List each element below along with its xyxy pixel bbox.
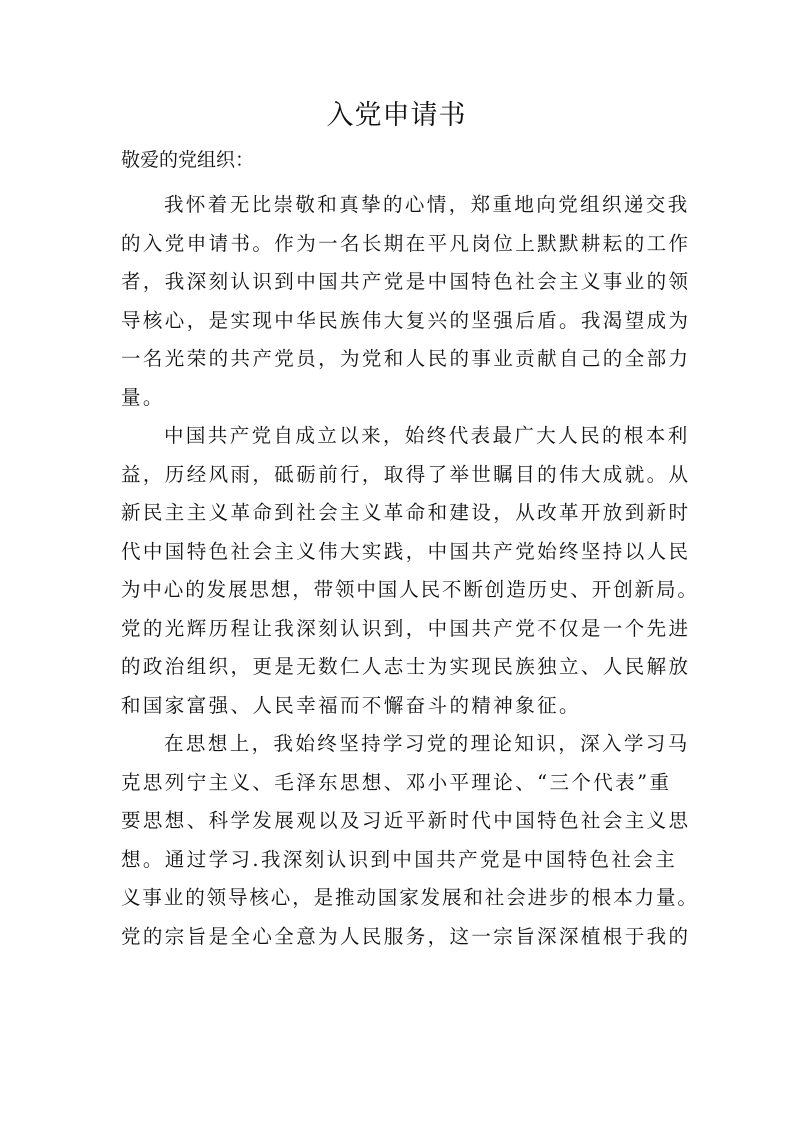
- paragraph-2-line-8: 和国家富强、人民幸福而不懈奋斗的精神象征。: [121, 693, 581, 717]
- paragraph-1-line-5: 一名光荣的共产党员，为党和人民的事业贡献自己的全部力: [121, 347, 691, 370]
- paragraph-2-line-2: 益，历经风雨，砥砺前行，取得了举世瞩目的伟大成就。从: [121, 462, 691, 486]
- body-text: [121, 186, 699, 956]
- paragraph-3-line-3: 要思想、科学发展观以及习近平新时代中国特色社会主义思: [121, 809, 691, 832]
- paragraph-3-line-4: 想。通过学习.我深刻认识到中国共产党是中国特色社会主: [121, 847, 678, 871]
- paragraph-2-line-5: 为中心的发展思想，带领中国人民不断创造历史、开创新局。: [121, 578, 699, 601]
- paragraph-1-line-3: 者，我深刻认识到中国共产党是中国特色社会主义事业的领: [121, 270, 691, 293]
- paragraph-1-line-2: 的入党申请书。作为一名长期在平凡岗位上默默耕耘的工作: [121, 231, 691, 255]
- paragraph-3-line-5: 义事业的领导核心，是推动国家发展和社会进步的根本力量。: [121, 886, 699, 909]
- paragraph-3-line-1: 在思想上，我始终坚持学习党的理论知识，深入学习马: [164, 732, 690, 755]
- paragraph-2-line-6: 党的光辉历程让我深刻认识到，中国共产党不仅是一个先进: [121, 616, 691, 640]
- salutation: 敬爱的党组织：: [121, 149, 255, 171]
- paragraph-3-line-2: 克思列宁主义、毛泽东思想、邓小平理论、“三个代表”重: [121, 770, 672, 794]
- paragraph-2-line-1: 中国共产党自成立以来，始终代表最广大人民的根本利: [164, 424, 690, 447]
- paragraph-1-line-6: 量。: [121, 385, 165, 409]
- paragraph-1-line-4: 导核心，是实现中华民族伟大复兴的坚强后盾。我渴望成为: [121, 308, 691, 332]
- paragraph-2-line-3: 新民主主义革命到社会主义革命和建设，从改革开放到新时: [121, 501, 691, 524]
- paragraph-2-line-4: 代中国特色社会主义伟大实践，中国共产党始终坚持以人民: [121, 539, 691, 563]
- paragraph-3-line-6: 党的宗旨是全心全意为人民服务，这一宗旨深深植根于我的: [121, 924, 691, 948]
- paragraph-1-line-1: 我怀着无比崇敬和真挚的心情，郑重地向党组织递交我: [164, 193, 690, 216]
- paragraph-2-line-7: 的政治组织，更是无数仁人志士为实现民族独立、人民解放: [121, 655, 691, 678]
- document-title: 入党申请书: [326, 100, 467, 131]
